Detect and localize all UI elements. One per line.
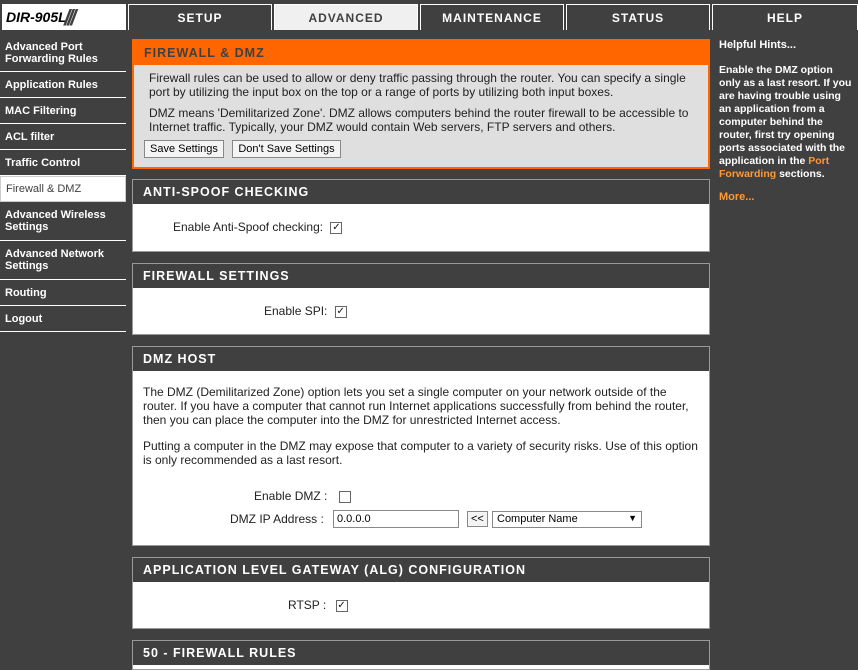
help-port-forwarding-link[interactable]: Port Forwarding bbox=[719, 155, 830, 180]
dmz-para-1: The DMZ (Demilitarized Zone) option lets you set a single computer on your network outside of the router. If you have a computer that cannot run Internet applications successfully from behind the router, then you can place the computer into the DMZ for unrestricted Internet access. bbox=[143, 385, 689, 427]
alg-section bbox=[132, 557, 710, 629]
logo-model: DIR-905L bbox=[6, 9, 67, 25]
firewall-rules-title: 50 - FIREWALL RULES bbox=[133, 641, 709, 665]
anti-spoof-title: ANTI-SPOOF CHECKING bbox=[133, 180, 709, 204]
dmz-para-2: Putting a computer in the DMZ may expose that computer to a variety of security risks. Use of this option is only recommended as a last resort. bbox=[143, 439, 698, 467]
rtsp-checkbox[interactable]: ✓ bbox=[337, 599, 346, 611]
firewall-dmz-intro bbox=[132, 39, 710, 169]
intro-para-2: DMZ means 'Demilitarized Zone'. DMZ allows computers behind the router firewall to be accessible to Internet traffic. Typically, your DMZ would contain Web servers, FTP servers and others. bbox=[149, 106, 689, 134]
sidebar-item-logout[interactable]: Logout bbox=[0, 306, 126, 332]
dmz-ip-input[interactable] bbox=[333, 510, 459, 528]
enable-spi-checkbox[interactable]: ✓ bbox=[336, 305, 345, 317]
help-more-link[interactable]: More... bbox=[719, 191, 755, 203]
sidebar-item-mac-filtering[interactable]: MAC Filtering bbox=[0, 98, 126, 124]
enable-dmz-checkbox[interactable] bbox=[339, 491, 351, 503]
help-text-end: sections. bbox=[779, 168, 825, 180]
dmz-host-section bbox=[132, 346, 710, 546]
anti-spoof-section bbox=[132, 179, 710, 252]
computer-name-select-value: Computer Name bbox=[497, 513, 578, 525]
sidebar-item-advanced-network[interactable]: Advanced Network Settings bbox=[0, 241, 126, 280]
tab-help[interactable]: HELP bbox=[712, 4, 858, 30]
tab-setup[interactable]: SETUP bbox=[128, 4, 272, 30]
help-panel bbox=[714, 34, 858, 660]
firewall-settings-title: FIREWALL SETTINGS bbox=[133, 264, 709, 288]
intro-para-1: Firewall rules can be used to allow or deny traffic passing through the router. You can specify a single port by utilizing the input box on the top or a range of ports by utilizing both input boxes. bbox=[149, 71, 686, 99]
sidebar-item-application-rules[interactable]: Application Rules bbox=[0, 72, 126, 98]
dont-save-settings-button[interactable]: Don't Save Settings bbox=[232, 140, 340, 158]
sidebar-item-firewall-dmz[interactable]: Firewall & DMZ bbox=[0, 176, 126, 202]
anti-spoof-checkbox[interactable]: ✓ bbox=[332, 221, 341, 233]
top-nav bbox=[0, 0, 858, 32]
help-body bbox=[719, 64, 855, 181]
sidebar-item-routing[interactable]: Routing bbox=[0, 280, 126, 306]
tab-status[interactable]: STATUS bbox=[566, 4, 710, 30]
logo bbox=[2, 4, 126, 30]
intro-title: FIREWALL & DMZ bbox=[134, 41, 708, 65]
firewall-rules-section bbox=[132, 640, 710, 670]
dmz-ip-label: DMZ IP Address : bbox=[230, 512, 324, 526]
logo-slashes-icon: /// bbox=[64, 5, 74, 30]
help-title: Helpful Hints... bbox=[719, 39, 796, 51]
copy-computer-name-button[interactable]: << bbox=[467, 511, 488, 527]
enable-dmz-label: Enable DMZ : bbox=[254, 489, 328, 503]
save-settings-button[interactable]: Save Settings bbox=[144, 140, 224, 158]
tab-maintenance[interactable]: MAINTENANCE bbox=[420, 4, 564, 30]
sidebar bbox=[0, 34, 126, 332]
anti-spoof-label: Enable Anti-Spoof checking: bbox=[173, 220, 324, 234]
tab-advanced[interactable]: ADVANCED bbox=[274, 4, 418, 30]
sidebar-item-traffic-control[interactable]: Traffic Control bbox=[0, 150, 126, 176]
dmz-host-title: DMZ HOST bbox=[133, 347, 709, 371]
sidebar-item-acl-filter[interactable]: ACL filter bbox=[0, 124, 126, 150]
chevron-down-icon: ▼ bbox=[628, 513, 637, 523]
sidebar-item-advanced-wireless[interactable]: Advanced Wireless Settings bbox=[0, 202, 126, 241]
computer-name-select[interactable] bbox=[492, 511, 642, 528]
alg-title: APPLICATION LEVEL GATEWAY (ALG) CONFIGURATION bbox=[133, 558, 709, 582]
sidebar-item-port-forwarding[interactable]: Advanced Port Forwarding Rules bbox=[0, 34, 126, 72]
firewall-settings-section bbox=[132, 263, 710, 335]
enable-spi-label: Enable SPI: bbox=[264, 304, 328, 318]
rtsp-label: RTSP : bbox=[288, 598, 327, 612]
help-text: Enable the DMZ option only as a last resort. If you are having trouble using an application from a computer behind the router, first try opening ports associated with the application in the bbox=[719, 64, 852, 167]
